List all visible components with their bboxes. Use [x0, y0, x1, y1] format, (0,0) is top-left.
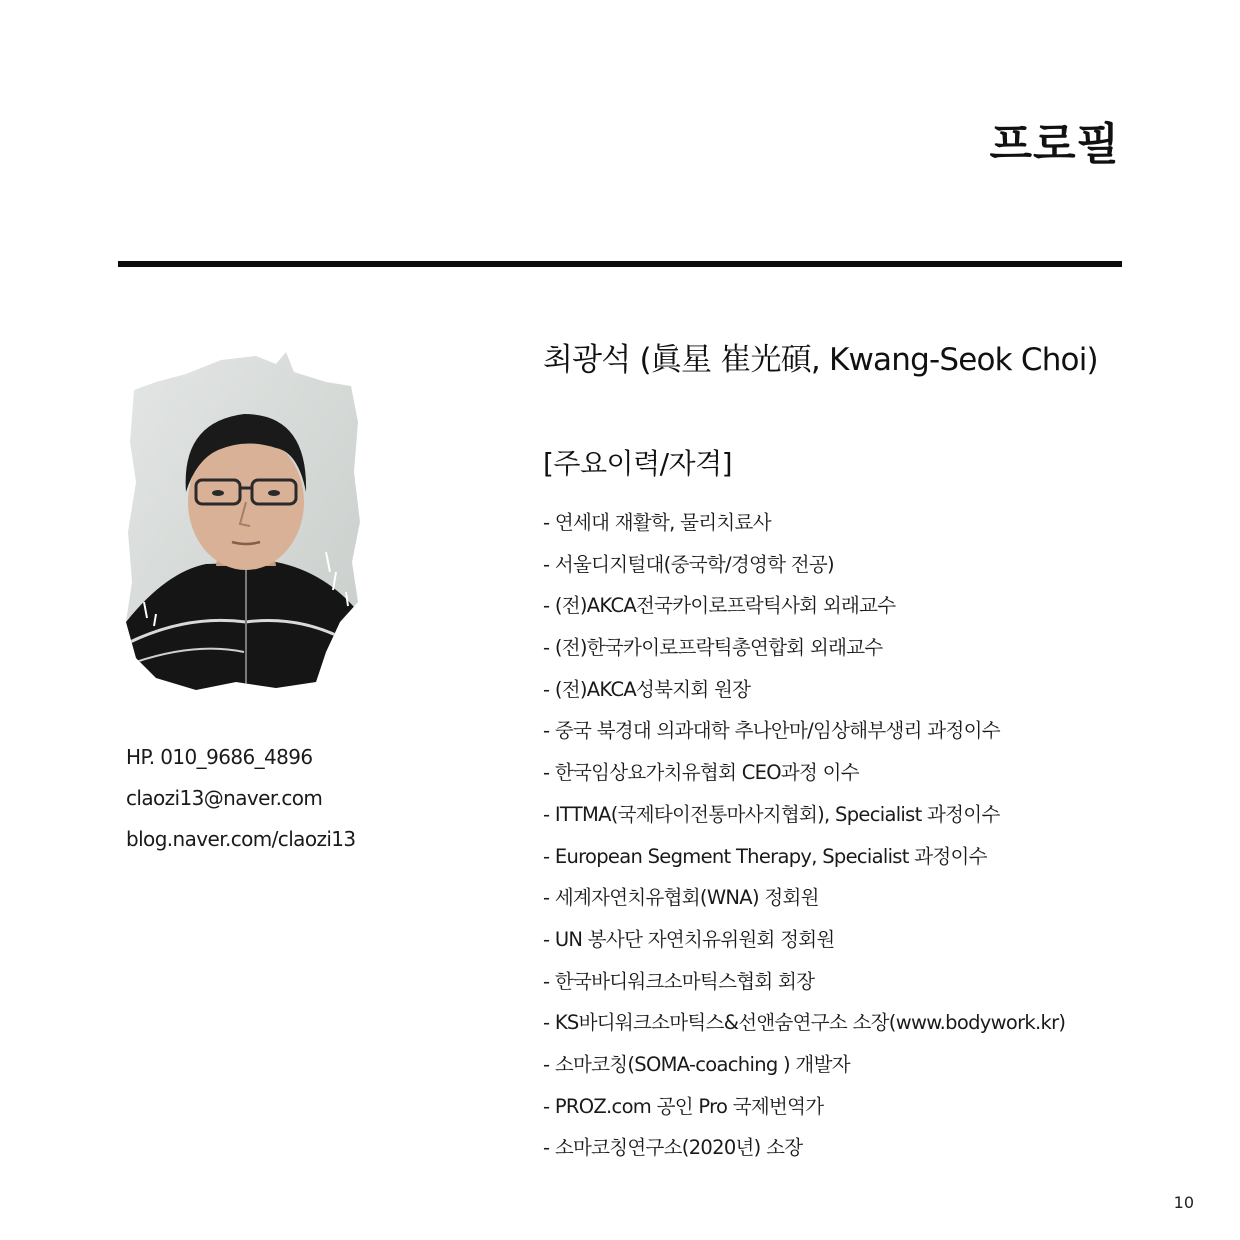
list-item: - 세계자연치유협회(WNA) 정회원 — [543, 886, 819, 910]
email-address: claozi13@naver.com — [126, 786, 323, 810]
blog-url: blog.naver.com/claozi13 — [126, 827, 356, 851]
career-heading: [주요이력/자격] — [543, 447, 733, 480]
list-item: - (전)한국카이로프락틱총연합회 외래교수 — [543, 636, 883, 660]
person-name: 최광석 (眞星 崔光碩, Kwang-Seok Choi) — [543, 342, 1098, 378]
phone-number: HP. 010_9686_4896 — [126, 745, 313, 769]
contact-info — [126, 740, 506, 863]
list-item: - 중국 북경대 의과대학 추나안마/임상해부생리 과정이수 — [543, 719, 1000, 743]
list-item: - UN 봉사단 자연치유위원회 정회원 — [543, 927, 835, 951]
career-list — [543, 505, 1143, 1172]
list-item: - European Segment Therapy, Specialist 과정이수 — [543, 844, 987, 868]
page-title: 프로필 — [989, 119, 1120, 170]
list-item: - 소마코칭연구소(2020년) 소장 — [543, 1136, 803, 1160]
list-item: - ITTMA(국제타이전통마사지협회), Specialist 과정이수 — [543, 802, 1000, 826]
list-item: - 서울디지털대(중국학/경영학 전공) — [543, 552, 834, 576]
list-item: - 한국바디워크소마틱스협회 회장 — [543, 969, 815, 993]
list-item: - 연세대 재활학, 물리치료사 — [543, 511, 771, 534]
title-divider — [118, 261, 1122, 267]
profile-photo — [126, 352, 360, 690]
page-number: 10 — [1173, 1193, 1194, 1212]
list-item: - KS바디워크소마틱스&선앤숨연구소 소장(www.bodywork.kr) — [543, 1011, 1066, 1035]
list-item: - 한국임상요가치유협회 CEO과정 이수 — [543, 761, 859, 785]
list-item: - (전)AKCA성북지회 원장 — [543, 677, 751, 701]
list-item: - PROZ.com 공인 Pro 국제번역가 — [543, 1094, 824, 1118]
list-item: - 소마코칭(SOMA-coaching ) 개발자 — [543, 1052, 850, 1076]
list-item: - (전)AKCA전국카이로프락틱사회 외래교수 — [543, 594, 896, 618]
portrait-illustration — [126, 352, 360, 690]
